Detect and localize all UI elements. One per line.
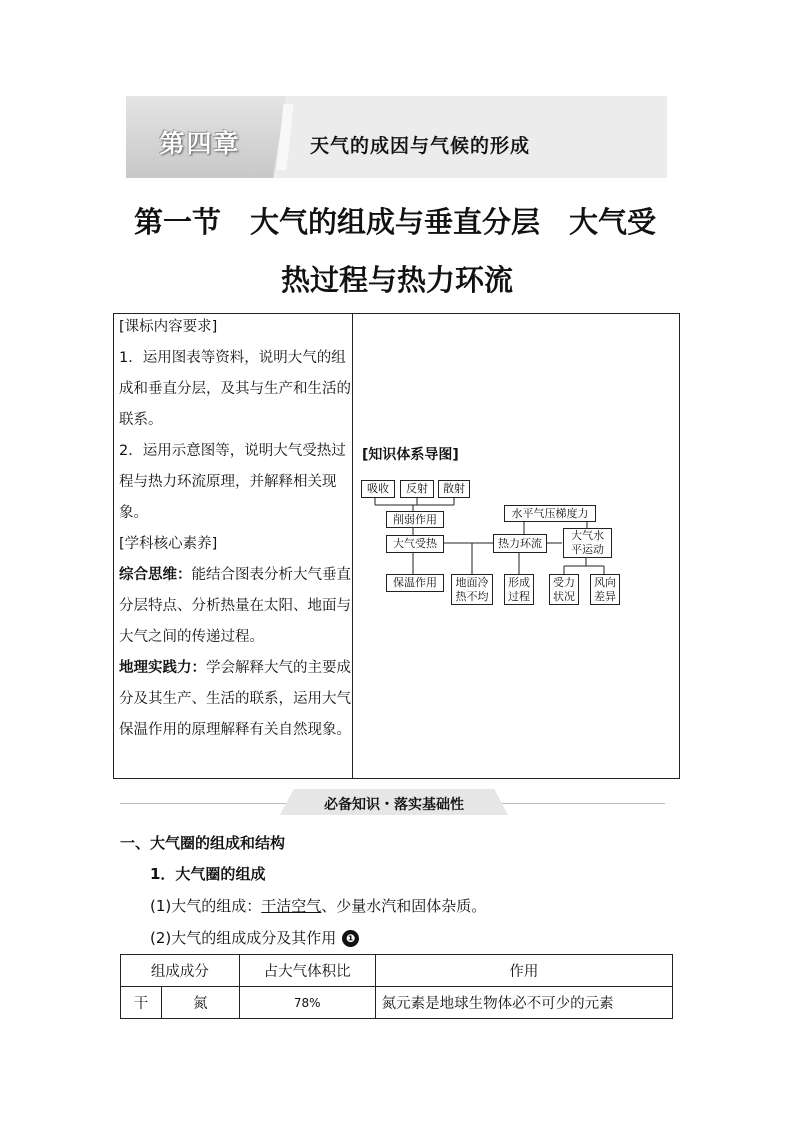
requirements-block bbox=[119, 312, 351, 746]
mind-map-title: [知识体系导图] bbox=[362, 447, 459, 463]
node-horizontal-motion: 大气水平运动 bbox=[563, 528, 612, 558]
section-title-line1: 第一节 大气的组成与垂直分层 大气受 bbox=[134, 205, 657, 239]
paragraph-composition-underlined: 干洁空气 bbox=[261, 897, 322, 915]
core-item-2 bbox=[119, 653, 351, 746]
node-uneven-heating: 地面冷热不均 bbox=[451, 574, 493, 605]
node-thermal-circulation: 热力环流 bbox=[493, 534, 547, 553]
paragraph-composition-prefix: (1)大气的组成： bbox=[150, 897, 262, 915]
core-item-1-label: 综合思维： bbox=[119, 567, 192, 583]
table-cell-ratio: 78% bbox=[239, 987, 375, 1019]
node-absorb: 吸收 bbox=[361, 480, 395, 498]
node-heated: 大气受热 bbox=[386, 535, 444, 553]
section-title-line2: 热过程与热力环流 bbox=[280, 263, 513, 297]
node-formation-process: 形成过程 bbox=[504, 574, 534, 605]
chapter-title: 天气的成因与气候的形成 bbox=[310, 135, 531, 157]
node-pressure-gradient-force: 水平气压梯度力 bbox=[504, 505, 596, 522]
section-divider-label: 必备知识・落实基础性 bbox=[324, 797, 464, 813]
table-row bbox=[121, 987, 673, 1019]
requirements-heading: [课标内容要求] bbox=[119, 319, 218, 335]
table-header-row bbox=[121, 955, 673, 987]
node-keep-warm: 保温作用 bbox=[386, 574, 444, 592]
heading-2: 1．大气圈的组成 bbox=[150, 865, 266, 883]
node-wind-difference: 风向差异 bbox=[590, 574, 620, 605]
table-cell-group: 干 bbox=[121, 987, 162, 1019]
paragraph-composition-suffix: 、少量水汽和固体杂质。 bbox=[321, 897, 487, 915]
table-cell-effect: 氮元素是地球生物体必不可少的元素 bbox=[375, 987, 672, 1019]
requirement-1: 1．运用图表等资料，说明大气的组成和垂直分层，及其与生产和生活的联系。 bbox=[119, 350, 351, 428]
heading-1: 一、大气圈的组成和结构 bbox=[120, 834, 286, 852]
core-item-1-text: 能结合图表分析大气垂直分层特点、分析热量在太阳、地面与大气之间的传递过程。 bbox=[119, 567, 351, 645]
table-cell-name: 氮 bbox=[162, 987, 240, 1019]
table-header-ratio: 占大气体积比 bbox=[239, 955, 375, 987]
core-heading: [学科核心素养] bbox=[119, 536, 218, 552]
core-item-1 bbox=[119, 560, 351, 653]
core-item-2-label: 地理实践力： bbox=[119, 660, 206, 676]
node-reflect: 反射 bbox=[400, 480, 434, 498]
note-badge: ❶ bbox=[342, 930, 359, 947]
requirement-2: 2．运用示意图等，说明大气受热过程与热力环流原理，并解释相关现象。 bbox=[119, 443, 346, 521]
paragraph-composition bbox=[150, 895, 486, 916]
table-header-component: 组成成分 bbox=[121, 955, 240, 987]
core-item-2-text: 学会解释大气的主要成分及其生产、生活的联系，运用大气保温作用的原理解释有关自然现象。 bbox=[119, 660, 351, 738]
node-scatter: 散射 bbox=[438, 480, 470, 498]
node-weaken: 削弱作用 bbox=[386, 511, 444, 528]
chapter-label: 第四章 bbox=[159, 129, 241, 158]
table-header-effect: 作用 bbox=[375, 955, 672, 987]
composition-table bbox=[120, 954, 673, 1019]
paragraph-components bbox=[150, 927, 359, 948]
paragraph-components-text: (2)大气的组成成分及其作用 bbox=[150, 929, 337, 947]
node-force-state: 受力状况 bbox=[549, 574, 579, 605]
